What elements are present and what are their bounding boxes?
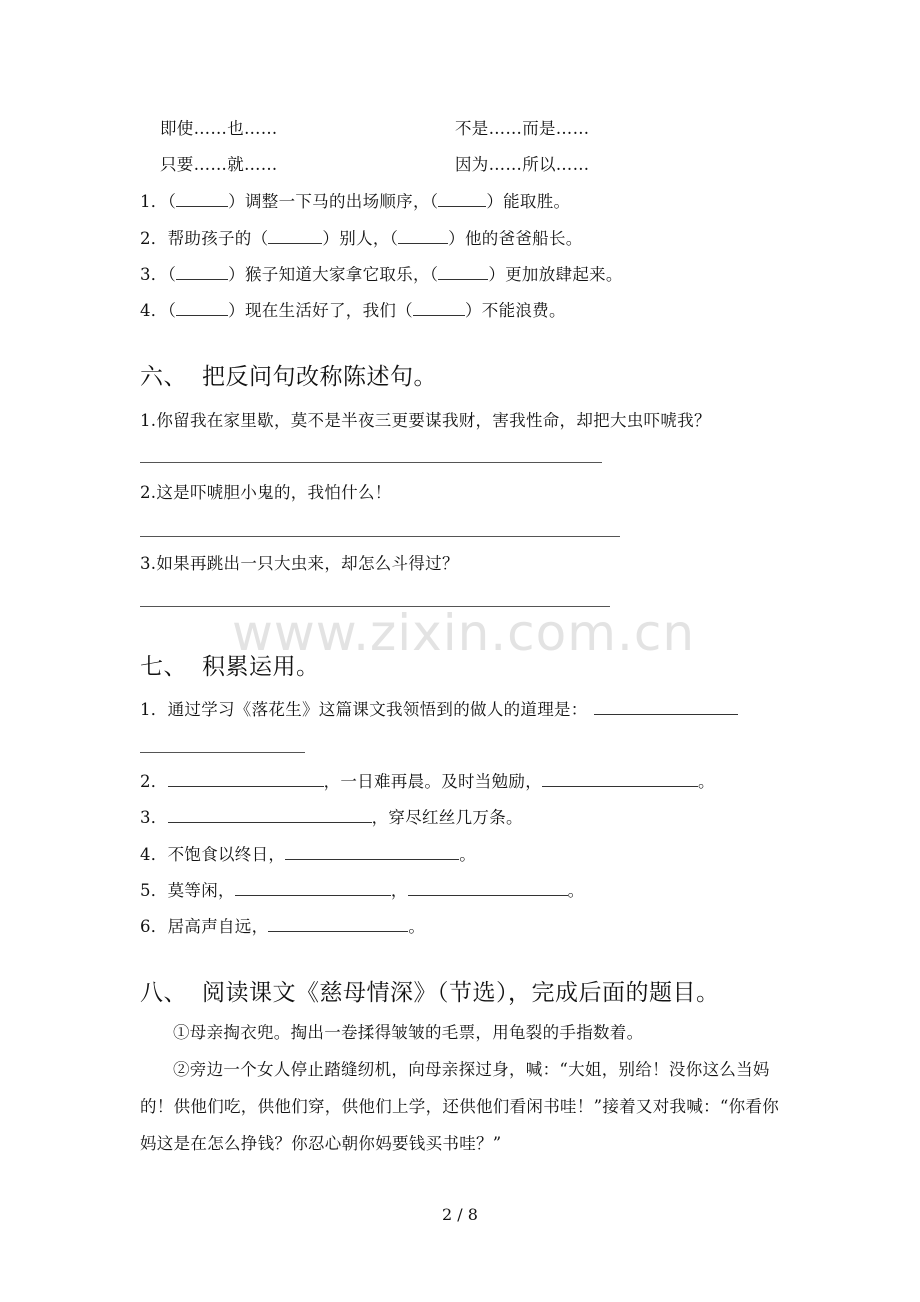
connective-1: 即使……也……	[160, 119, 278, 138]
page-number: 2 / 8	[442, 1205, 478, 1224]
section-8-heading: 八、 阅读课文《慈母情深》（节选），完成后面的题目。	[140, 980, 720, 1006]
answer-blank[interactable]	[235, 879, 391, 896]
fill-question-4: 4．（ ）现在生活好了，我们（ ）不能浪费。	[140, 301, 566, 320]
section-7-question-6: 6．居高声自远， 。	[140, 917, 426, 936]
answer-blank[interactable]	[413, 299, 465, 316]
answer-line[interactable]	[140, 752, 305, 753]
answer-blank[interactable]	[438, 190, 486, 207]
section-7-question-2: 2． ，一日难再晨。及时当勉励， 。	[140, 772, 715, 791]
section-7-question-4: 4．不饱食以终日， 。	[140, 845, 477, 864]
fill-question-2: 2．帮助孩子的（ ）别人，（ ）他的爸爸船长。	[140, 229, 583, 248]
answer-blank[interactable]	[168, 770, 324, 787]
section-6-question-3: 3.如果再跳出一只大虫来，却怎么斗得过？	[140, 554, 459, 573]
answer-blank[interactable]	[398, 227, 448, 244]
answer-blank[interactable]	[168, 806, 372, 823]
answer-blank[interactable]	[268, 915, 408, 932]
answer-blank[interactable]	[268, 227, 322, 244]
answer-blank[interactable]	[542, 770, 698, 787]
section-7-question-5: 5．莫等闲， ， 。	[140, 881, 585, 900]
watermark: www.zixin.com.cn	[232, 604, 696, 662]
fill-question-1: 1．（ ）调整一下马的出场顺序，（ ）能取胜。	[140, 192, 571, 211]
answer-blank[interactable]	[176, 190, 228, 207]
section-6-heading: 六、 把反问句改称陈述句。	[140, 364, 437, 390]
connective-3: 只要……就……	[160, 155, 278, 174]
reading-paragraph-2: ②旁边一个女人停止踏缝纫机，向母亲探过身，喊：“大姐，别给！没你这么当妈的！供他们吃，供他们穿，供他们上学，还供他们看闲书哇！”接着又对我喊：“你看你妈这是在怎么挣钱？你忍心朝你妈要钱买书哇？”	[140, 1060, 780, 1153]
answer-blank[interactable]	[176, 299, 228, 316]
section-7-question-1: 1．通过学习《落花生》这篇课文我领悟到的做人的道理是：	[140, 698, 738, 721]
answer-blank[interactable]	[594, 698, 738, 715]
section-7-heading: 七、 积累运用。	[140, 654, 320, 680]
reading-paragraph-1: ①母亲掏衣兜。掏出一卷揉得皱皱的毛票，用龟裂的手指数着。	[173, 1023, 644, 1042]
answer-line[interactable]	[140, 462, 602, 463]
answer-line[interactable]	[140, 536, 620, 537]
answer-blank[interactable]	[408, 879, 568, 896]
section-7-question-3: 3． ，穿尽红丝几万条。	[140, 808, 523, 827]
answer-blank[interactable]	[176, 263, 228, 280]
answer-blank[interactable]	[438, 263, 488, 280]
answer-blank[interactable]	[285, 843, 459, 860]
section-6-question-2: 2.这是吓唬胆小鬼的，我怕什么！	[140, 483, 392, 502]
section-6-question-1: 1.你留我在家里歇，莫不是半夜三更要谋我财，害我性命，却把大虫吓唬我？	[140, 411, 711, 430]
fill-question-3: 3．（ ）猴子知道大家拿它取乐，（ ）更加放肆起来。	[140, 265, 623, 284]
connective-4: 因为……所以……	[455, 155, 590, 174]
connective-2: 不是……而是……	[455, 119, 590, 138]
